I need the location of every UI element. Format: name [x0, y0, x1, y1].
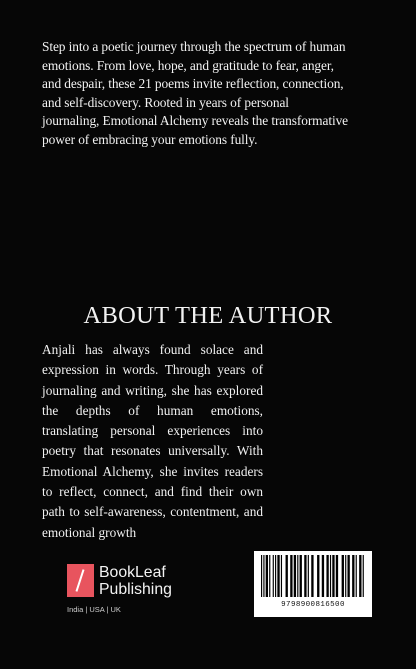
publisher-logo: [67, 564, 172, 614]
barcode-bar: [275, 555, 276, 597]
publisher-regions: India | USA | UK: [67, 605, 121, 614]
barcode-bar: [311, 555, 313, 597]
bookleaf-logo-icon: [67, 564, 94, 597]
barcode-bar: [345, 555, 346, 597]
barcode-bar: [308, 555, 309, 597]
blurb-line: and despair, these 21 poems invite reflection, connection,: [42, 76, 344, 92]
barcode-bar: [330, 555, 331, 597]
barcode-bar: [297, 555, 298, 597]
barcode-bar: [263, 555, 264, 597]
barcode-bar: [359, 555, 361, 597]
barcode-bar: [266, 555, 268, 597]
barcode-bar: [326, 555, 328, 597]
barcode-bar: [261, 555, 262, 597]
barcode-bar: [347, 555, 349, 597]
barcode-bar: [336, 555, 338, 597]
barcode-bar: [342, 555, 344, 597]
blurb-line: journaling, Emotional Alchemy reveals the transformative: [42, 113, 349, 129]
about-author-heading: ABOUT THE AUTHOR: [83, 302, 333, 329]
barcode-bar: [322, 555, 324, 597]
isbn-barcode: [254, 551, 372, 617]
book-blurb: [42, 38, 378, 150]
barcode-bar: [352, 555, 354, 597]
barcode-bar: [277, 555, 279, 597]
barcode-bar: [356, 555, 357, 597]
blurb-line: emotions. From love, hope, and gratitude to fear, anger,: [42, 57, 334, 73]
publisher-name: [99, 564, 172, 598]
barcode-bar: [290, 555, 292, 597]
barcode-bar: [286, 555, 288, 597]
barcode-bar: [363, 555, 364, 597]
barcode-bar: [332, 555, 334, 597]
blurb-line: power of embracing your emotions fully.: [42, 131, 258, 147]
barcode-bar: [281, 555, 282, 597]
barcode-bar: [273, 555, 274, 597]
barcode-bars-icon: [260, 555, 366, 597]
barcode-bar: [300, 555, 302, 597]
author-bio: Anjali has always found solace and expression in words. Through years of journaling and writing, she has explored the depths of human emotions, translating personal experiences into poetry that resonates universally. With Emotional Alchemy, she invites readers to reflect, connect, and find their own path to self-awareness, contentment, and emotional growth: [42, 342, 263, 540]
barcode-bar: [269, 555, 270, 597]
barcode-bar: [294, 555, 296, 597]
isbn-number: 9798900816500: [281, 601, 345, 609]
barcode-bar: [304, 555, 306, 597]
publisher-name-line: Publishing: [99, 581, 172, 598]
barcode-bar: [317, 555, 319, 597]
blurb-line: Step into a poetic journey through the spectrum of human: [42, 39, 346, 54]
blurb-line: and self-discovery. Rooted in years of personal: [42, 94, 289, 110]
publisher-name-line: BookLeaf: [99, 564, 166, 581]
